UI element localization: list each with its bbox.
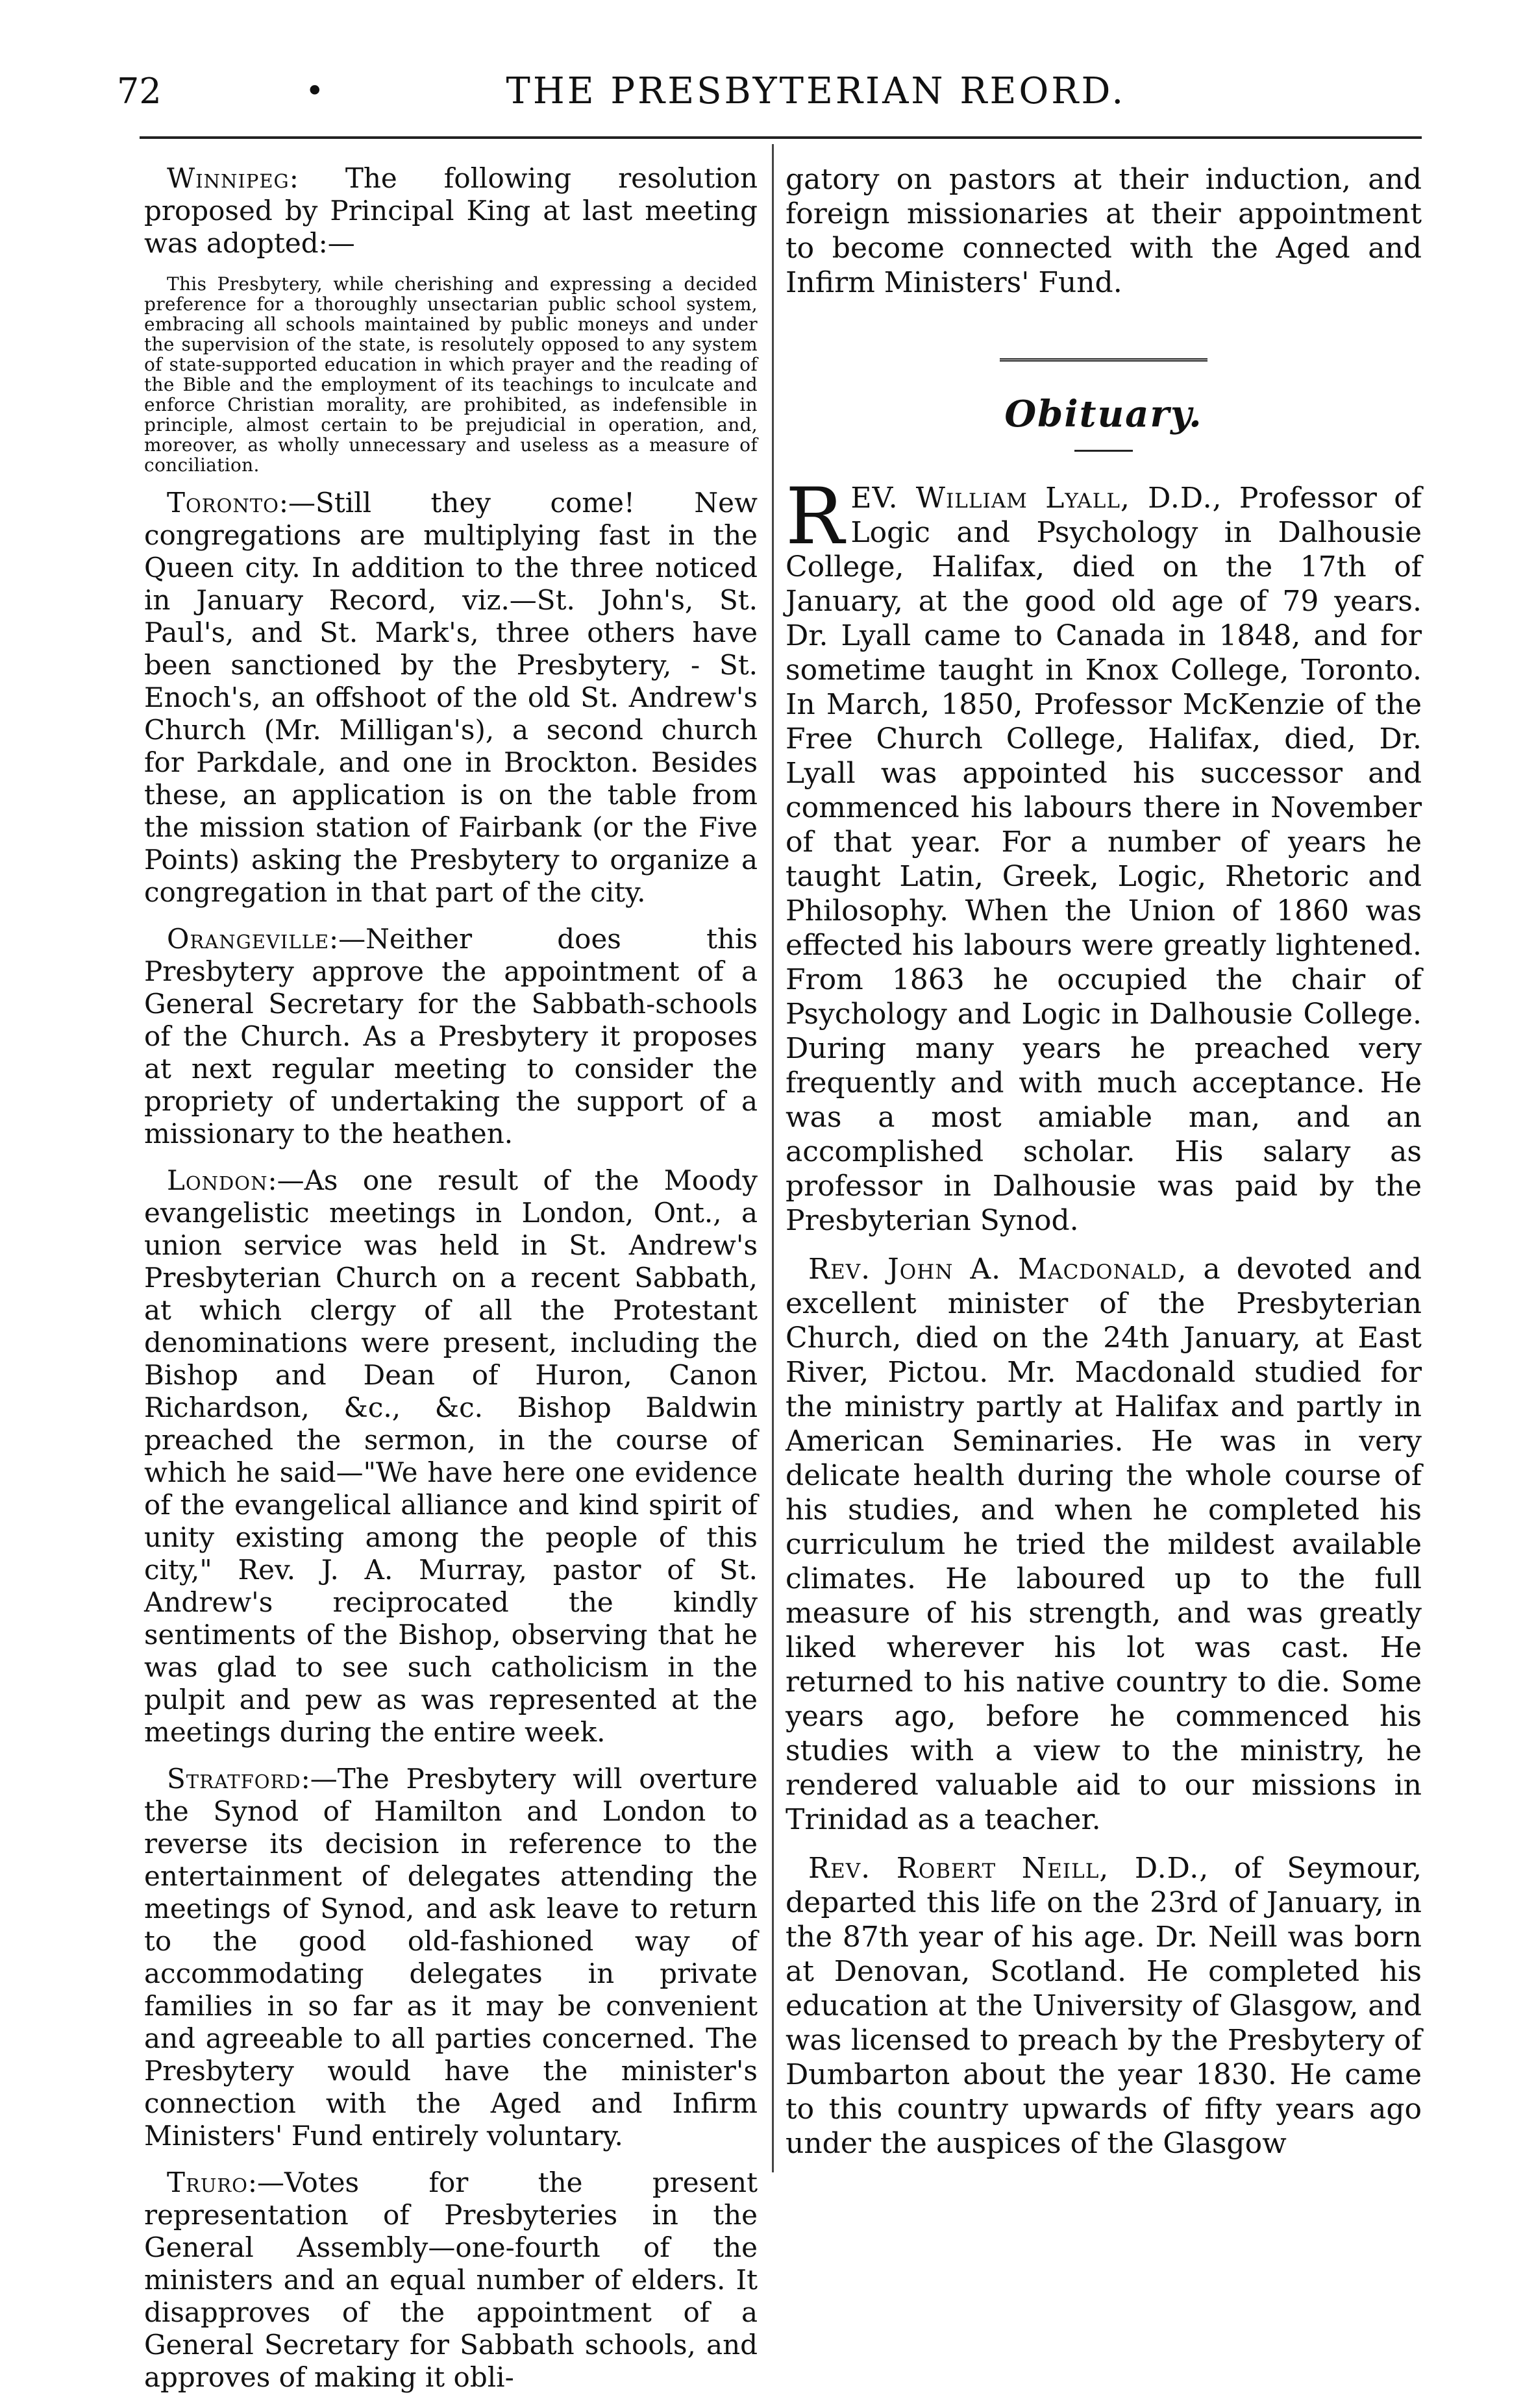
winnipeg-paragraph (144, 162, 758, 260)
header-rule (140, 136, 1422, 139)
winnipeg-text: : The following resolution proposed by Principal King at last meeting was adopted:— (144, 162, 758, 259)
truro-paragraph (144, 2167, 758, 2394)
macdonald-obituary (786, 1252, 1422, 1837)
right-column (786, 162, 1422, 2175)
stratford-text: :—The Presbytery will overture the Synod of Hamilton and London to reverse its decision in reference to the entertainment of delegates attending the meetings of Synod, and ask leave to return to the good old-fashioned way of accommodating delegates in private families in so far as it may be convenient and agreeable to all parties concerned. The Presbytery would have the minister's connection with the Aged and Infirm Ministers' Fund entirely voluntary. (144, 1763, 758, 2152)
neill-obituary (786, 1851, 1422, 2161)
orangeville-text: :—Neither does this Presbytery approve the appointment of a General Secretary for the Sabbath-schools of the Church. As a Presbytery it proposes at next regular meeting to consider the propriety of undertaking the support of a missionary to the heathen. (144, 923, 758, 1149)
neill-text: of Seymour, departed this life on the 23rd of January, in the 87th year of his age. Dr. Neill was born at Denovan, Scotland. He completed his education at the University of Glasgow, and was licensed to preach by the Presbytery of Dumbarton about the year 1830. He came to this country upwards of fifty years ago under the auspices of the Glasgow (786, 1852, 1422, 2160)
winnipeg-resolution-quote: This Presbytery, while cherishing and expressing a decided preference for a thoroughly unsectarian public school system, embracing all schools maintained by public moneys and under the supervision of the state, is resolutely opposed to any system of state-supported education in which prayer and the reading of the Bible and the employment of its teachings to inculcate and enforce Christian morality, are prohibited, as indefensible in principle, almost certain to be prejudicial in operation, and, moreover, as wholly unnecessary and useless as a measure of conciliation. (144, 273, 758, 476)
toronto-text: :—Still they come! New congregations are multiplying fast in the Queen city. In addition to the three noticed in January Record, viz.—St. John's, St. Paul's, and St. Mark's, three others have been sanctioned by the Presbytery, - St. Enoch's, an offshoot of the old St. Andrew's Church (Mr. Milligan's), a second church for Parkdale, and one in Brockton. Besides these, an application is on the table from the mission station of Fairbank (or the Five Points) asking the Presbytery to organize a congregation in that part of the city. (144, 487, 758, 908)
london-label: London (167, 1164, 268, 1196)
stratford-paragraph (144, 1763, 758, 2152)
left-column (144, 162, 758, 2408)
journal-title: THE PRESBYTERIAN REORD. (506, 69, 1126, 112)
continuation-paragraph: gatory on pastors at their induction, and foreign missionaries at their appointment to become connected with the Aged and Infirm Ministers' Fund. (786, 163, 1422, 299)
header-dot: • (305, 72, 325, 110)
truro-text: :—Votes for the present representation of Presbyteries in the General Assembly—one-fourth of the ministers and an equal number of elders. It disapproves of the appointment of a General Secretary for Sabbath schools, and approves of making it obli- (144, 2167, 758, 2393)
lyall-obituary (786, 472, 1422, 1238)
page-header (117, 65, 1448, 117)
macdonald-text: a devoted and excellent minister of the Presbyterian Church, died on the 24th January, at East River, Pictou. Mr. Macdonald studied for the ministry partly at Halifax and partly in American Seminaries. He was in very delicate health during the whole course of his studies, and when he completed his curriculum he tried the mildest available climates. He laboured up to the full measure of his strength, and was greatly liked wherever his lot was cast. He returned to his native country to die. Some years ago, before he commenced his studies with a view to the ministry, he rendered valuable aid to our missions in Trinidad as a teacher. (786, 1253, 1422, 1836)
section-rule-bottom (1074, 450, 1133, 452)
toronto-paragraph (144, 487, 758, 909)
winnipeg-label: Winnipeg (167, 162, 290, 194)
london-text: :—As one result of the Moody evangelistic meetings in London, Ont., a union service was held in St. Andrew's Presbyterian Church on a recent Sabbath, at which clergy of all the Protestant denominations were present, including the Bishop and Dean of Huron, Canon Richardson, &c., &c. Bishop Baldwin preached the sermon, in the course of which he said—"We have here one evidence of the evangelical alliance and kind spirit of unity existing among the people of this city," Rev. J. A. Murray, pastor of St. Andrew's reciprocated the kindly sentiments of the Bishop, observing that he was glad to see such catholicism in the pulpit and pew as was represented at the meetings during the entire week. (144, 1164, 758, 1748)
neill-name: Rev. Robert Neill, D.D., (808, 1852, 1209, 1885)
toronto-label: Toronto (167, 487, 279, 519)
macdonald-name: Rev. John A. Macdonald, (808, 1253, 1187, 1286)
drop-cap: R (786, 472, 845, 562)
obituary-section-heading (786, 358, 1422, 452)
orangeville-label: Orangeville (167, 923, 330, 955)
stratford-label: Stratford (167, 1763, 301, 1795)
lyall-name: EV. William Lyall, D.D., (850, 482, 1222, 515)
obituary-title: Obituary. (1004, 393, 1203, 436)
column-divider (772, 144, 774, 2172)
truro-label: Truro (167, 2167, 248, 2198)
lyall-text: Professor of Logic and Psychology in Dalhousie College, Halifax, died on the 17th of January, at the good old age of 79 years. Dr. Lyall came to Canada in 1848, and for sometime taught in Knox College, Toronto. In March, 1850, Professor McKenzie of the Free Church College, Halifax, died, Dr. Lyall was appointed his successor and commenced his labours there in November of that year. For a number of years he taught Latin, Greek, Logic, Rhetoric and Philosophy. When the Union of 1860 was effected his labours were greatly lightened. From 1863 he occupied the chair of Psychology and Logic in Dalhousie College. During many years he preached very frequently and with much acceptance. He was a most amiable man, and an accomplished scholar. His salary as professor in Dalhousie was paid by the Presbyterian Synod. (786, 482, 1422, 1237)
section-rule-top (1000, 358, 1207, 363)
page-number: 72 (117, 70, 162, 112)
orangeville-paragraph (144, 923, 758, 1150)
london-paragraph (144, 1164, 758, 1749)
